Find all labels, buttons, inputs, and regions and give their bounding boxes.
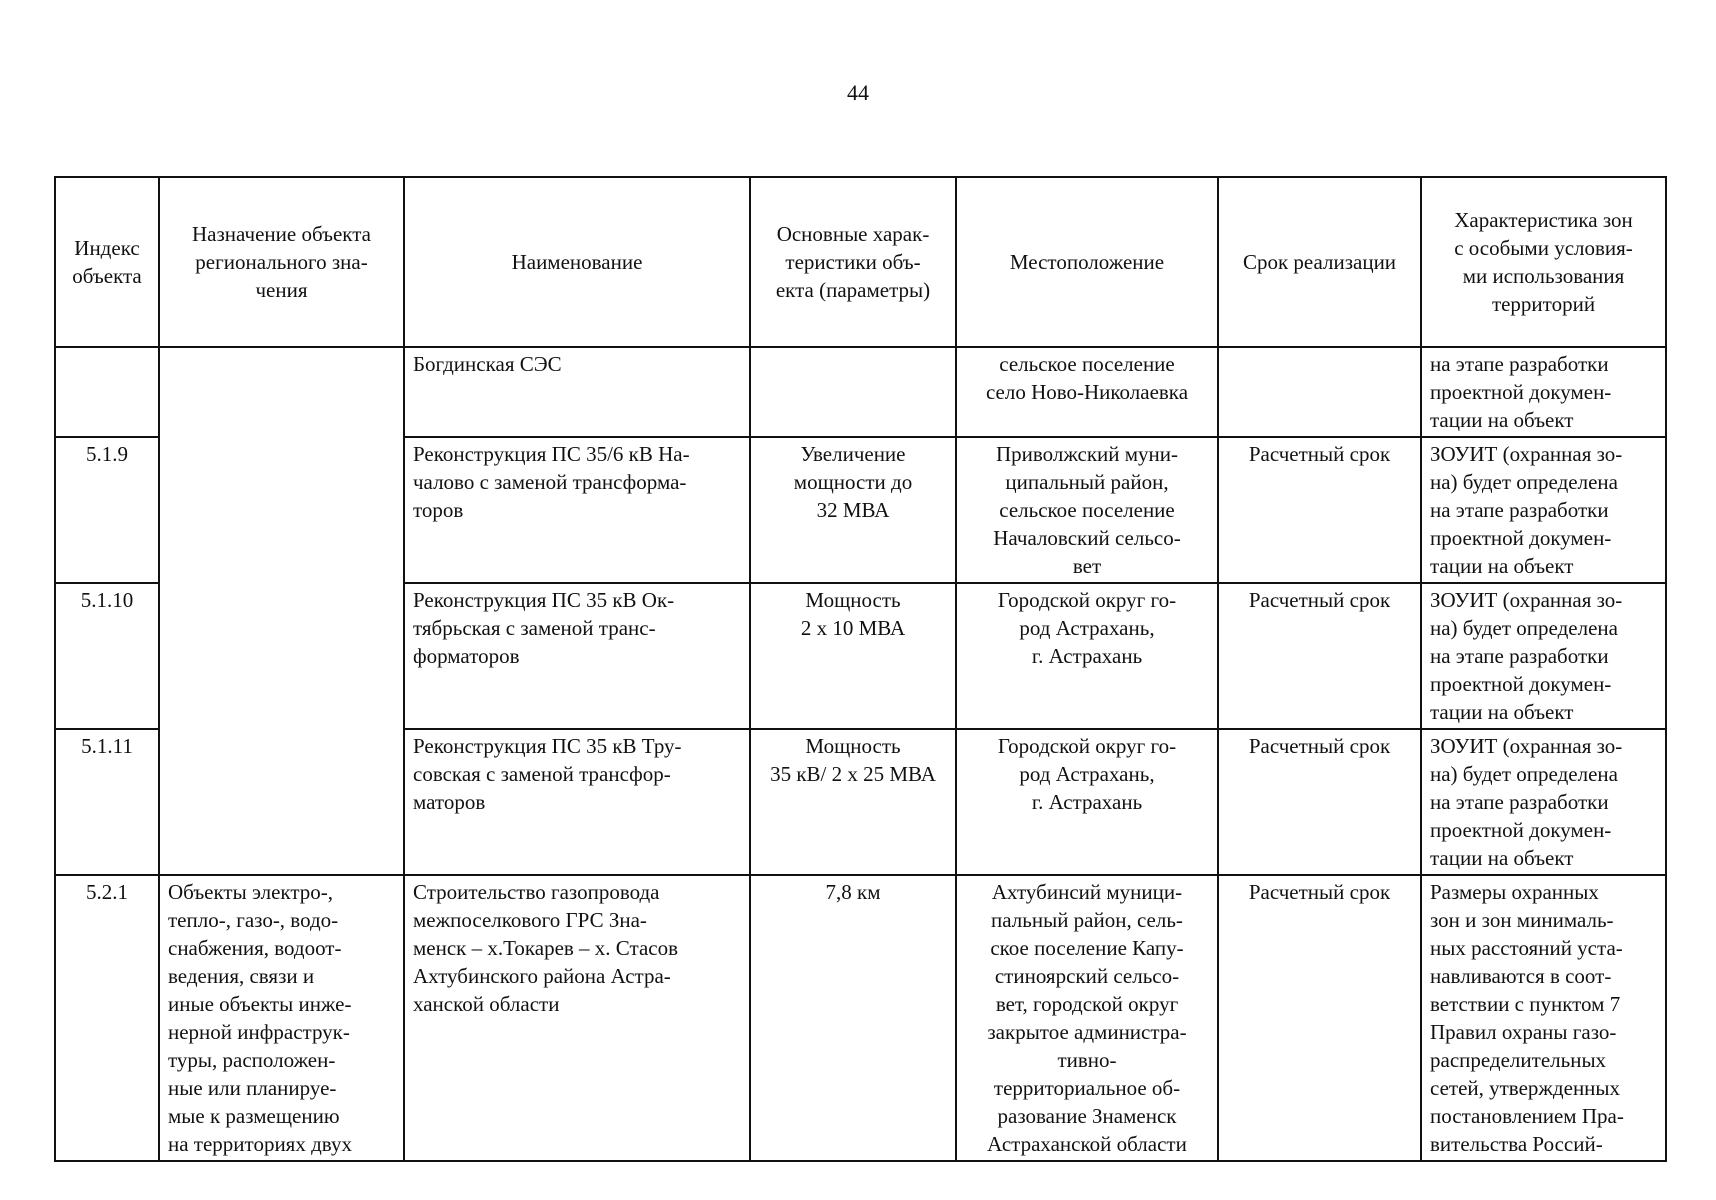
cell-name: Богдинская СЭС [404,347,750,437]
header-zones: Характеристика зон с особыми условия- ми использования территорий [1421,177,1666,347]
cell-purpose-empty [159,347,404,875]
cell-term: Расчетный срок [1218,729,1421,875]
table-row [55,347,1666,437]
cell-params: Мощность 35 кВ/ 2 x 25 МВА [750,729,956,875]
cell-zones: ЗОУИТ (охранная зо- на) будет определена на этапе разработки проектной докумен- тации на объект [1421,729,1666,875]
cell-params [750,347,956,437]
cell-index [55,347,159,437]
cell-name: Реконструкция ПС 35 кВ Тру- совская с заменой трансфор- маторов [404,729,750,875]
cell-index: 5.1.9 [55,437,159,583]
cell-location: Ахтубинсий муници- пальный район, сель- ское поселение Капу- стиноярский сельсо- вет, городской округ закрытое администра- тивно- территориальное об- разование Знаменск Астраханской области [956,875,1218,1161]
cell-purpose: Объекты электро-, тепло-, газо-, водо- снабжения, водоот- ведения, связи и иные объекты инже- нерной инфраструк- туры, расположен- ные или планируе- мые к размещению на территориях двух [159,875,404,1161]
cell-term: Расчетный срок [1218,437,1421,583]
cell-name: Реконструкция ПС 35/6 кВ На- чалово с заменой трансформа- торов [404,437,750,583]
page-number: 44 [847,80,869,105]
header-term: Срок реализации [1218,177,1421,347]
cell-zones: Размеры охранных зон и зон минималь- ных расстояний уста- навливаются в соот- ветствии с пунктом 7 Правил охраны газо- распределительных сетей, утвержденных постановлением Пра- вительства Россий- [1421,875,1666,1161]
cell-term: Расчетный срок [1218,875,1421,1161]
header-location: Местоположение [956,177,1218,347]
header-index: Индекс объекта [55,177,159,347]
header-purpose: Назначение объекта регионального зна- чения [159,177,404,347]
table-header-row [55,177,1666,347]
cell-name: Реконструкция ПС 35 кВ Ок- тябрьская с заменой транс- форматоров [404,583,750,729]
cell-params: Мощность 2 x 10 МВА [750,583,956,729]
header-name: Наименование [404,177,750,347]
cell-index: 5.1.10 [55,583,159,729]
cell-params: Увеличение мощности до 32 МВА [750,437,956,583]
cell-location: Приволжский муни- ципальный район, сельское поселение Началовский сельсо- вет [956,437,1218,583]
header-params: Основные харак- теристики объ- екта (параметры) [750,177,956,347]
cell-location: Городской округ го- род Астрахань, г. Астрахань [956,583,1218,729]
cell-zones: ЗОУИТ (охранная зо- на) будет определена на этапе разработки проектной докумен- тации на объект [1421,437,1666,583]
cell-params: 7,8 км [750,875,956,1161]
table-row [55,875,1666,1161]
cell-location: сельское поселение село Ново-Николаевка [956,347,1218,437]
cell-zones: ЗОУИТ (охранная зо- на) будет определена на этапе разработки проектной докумен- тации на объект [1421,583,1666,729]
cell-term: Расчетный срок [1218,583,1421,729]
cell-name: Строительство газопровода межпоселкового ГРС Зна- менск – х.Токарев – х. Стасов Ахтубинского района Астра- ханской области [404,875,750,1161]
cell-index: 5.2.1 [55,875,159,1161]
regional-objects-table [54,176,1667,1162]
cell-index: 5.1.11 [55,729,159,875]
cell-location: Городской округ го- род Астрахань, г. Астрахань [956,729,1218,875]
cell-term [1218,347,1421,437]
cell-zones: на этапе разработки проектной докумен- тации на объект [1421,347,1666,437]
